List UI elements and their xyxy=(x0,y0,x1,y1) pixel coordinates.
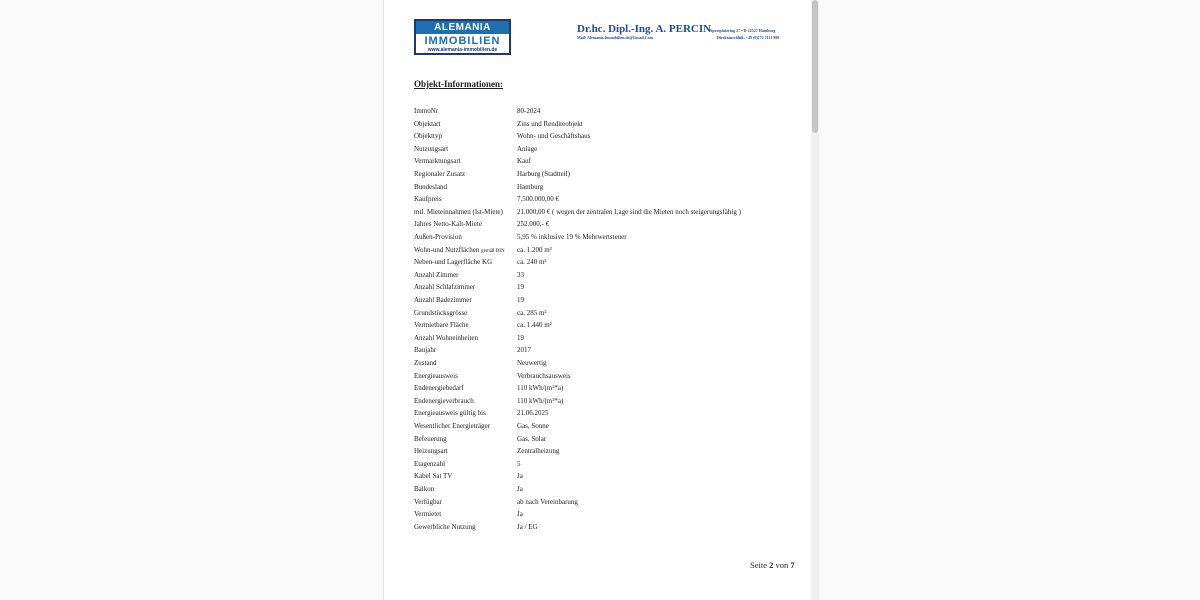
info-row-value: Zentralheizung xyxy=(517,447,560,456)
footer-current-page: 2 xyxy=(769,560,774,570)
company-logo xyxy=(414,19,511,55)
info-row-value: 110 kWh/(m²*a) xyxy=(517,384,564,393)
info-row-value: Ja xyxy=(517,510,523,519)
info-row-label-text: Neben-und Lagerfläche KG xyxy=(414,258,493,267)
info-row-label-text: Balkon xyxy=(414,485,435,493)
info-row-value: 5,95 % inklusive 19 % Mehrwertsteuer xyxy=(517,233,627,241)
footer-total-pages: 7 xyxy=(790,560,795,570)
info-row-label xyxy=(414,118,440,130)
info-row-value: Hamburg xyxy=(517,182,544,191)
info-row-label-text: Außen-Provision xyxy=(414,233,462,241)
info-row-value: 19 xyxy=(517,283,524,292)
page-footer xyxy=(750,560,795,570)
info-row-label xyxy=(414,332,478,344)
info-row-label xyxy=(414,395,474,407)
info-row-label xyxy=(414,269,459,281)
info-row-label xyxy=(414,256,492,268)
info-row-label-text: Kabel Sat TV xyxy=(414,472,453,481)
info-row-value: 110 kWh/(m²*a) xyxy=(517,396,564,405)
info-row-value: 19 xyxy=(517,333,524,342)
info-row-value: Anlage xyxy=(517,144,538,153)
info-row-label-text: Anzahl Wohneinheiten xyxy=(414,333,479,342)
info-row-value: Wohn- und Geschäftshaus xyxy=(517,132,591,141)
sender-name: Dr.hc. Dipl.-Ing. A. PERCIN xyxy=(577,23,712,35)
info-row-label xyxy=(414,281,475,293)
info-row-value: Ja xyxy=(517,485,523,493)
section-title: Objekt-Informationen: xyxy=(414,79,503,89)
info-row-label-text: Kaufpreis xyxy=(414,195,442,204)
scrollbar-thumb[interactable] xyxy=(812,0,818,133)
info-row-value: ca. 1.440 m² xyxy=(517,321,552,330)
info-row-value: Verbrauchsausweis xyxy=(517,371,571,380)
info-row-label-text: Anzahl Zimmer xyxy=(414,270,459,279)
info-row-label-text: Baujahr xyxy=(414,346,437,355)
info-row-value: ca. 285 m² xyxy=(517,308,547,317)
info-row-label-text: Nutzungsart xyxy=(414,144,449,153)
info-row-label xyxy=(414,433,447,445)
info-row-label xyxy=(414,307,467,319)
info-row-value: 252.000,- € xyxy=(517,220,550,229)
info-row-label-text: Vermietbare Fläche xyxy=(414,321,469,330)
info-row-label xyxy=(414,294,472,306)
info-row-label xyxy=(414,496,442,508)
info-row-label-text: Energieausweis gültig bis xyxy=(414,409,486,418)
info-row-value: ca. 1.200 m² xyxy=(517,245,552,254)
info-row-value: Gas, Solar xyxy=(517,434,547,443)
info-row-value: Harburg (Stadtteil) xyxy=(517,170,570,178)
info-row-label xyxy=(414,407,486,419)
info-row-label xyxy=(414,458,445,470)
info-row-label xyxy=(414,155,461,167)
info-row-label xyxy=(414,193,442,205)
info-row-label-text: Etagenzahl xyxy=(414,459,446,468)
info-row-label xyxy=(414,344,436,356)
info-row-value: 7.500.000,00 € xyxy=(517,195,559,204)
info-row-value: Ja xyxy=(517,472,523,481)
info-row-label-text: mtl. Mieteinnahmen (Ist-Miete) xyxy=(414,207,503,216)
info-row-label xyxy=(414,206,503,218)
info-row-label xyxy=(414,181,447,193)
info-row-label-note: gemäß DIN xyxy=(481,248,505,254)
sender-mail: Mail: Alemania.Immobilien.de@Gmail.Com xyxy=(577,35,653,40)
info-row-label-text: Objekttyp xyxy=(414,132,442,141)
info-row-label xyxy=(414,370,458,382)
info-row-label xyxy=(414,382,464,394)
info-row-label xyxy=(414,143,448,155)
info-row-label-text: Wohn-und Nutzflächen xyxy=(414,245,480,254)
info-row-label xyxy=(414,445,448,457)
sender-address: Sportplatzring 27 • D-22527 Hamburg xyxy=(710,28,776,33)
sender-phone: Direktanschluß: +49 (0)172 7111 999 xyxy=(717,35,780,40)
info-row-label-text: Endenergiebedarf xyxy=(414,384,464,393)
info-row-value: 19 xyxy=(517,296,524,304)
info-row-label-text: Energieausweis xyxy=(414,371,458,380)
footer-middle: von xyxy=(775,560,789,570)
info-row-label xyxy=(414,168,465,180)
info-row-value: ca. 240 m² xyxy=(517,258,547,267)
info-row-label xyxy=(414,420,490,432)
info-row-label xyxy=(414,105,438,117)
info-row-label-text: Anzahl Schlafzimmer xyxy=(414,283,476,292)
info-row-label-text: Regionaler Zusatz xyxy=(414,170,466,178)
logo-line-2: IMMOBILIEN xyxy=(416,34,509,48)
info-row-label-text: Anzahl Badezimmer xyxy=(414,296,472,304)
info-row-label-text: Befeuerung xyxy=(414,434,447,443)
info-row-label xyxy=(414,357,437,369)
info-row-value: Ja / EG xyxy=(517,522,538,531)
info-row-label-text: Endenergieverbrauch xyxy=(414,396,474,405)
info-row-label-text: Zustand xyxy=(414,359,437,367)
info-row-label-text: Jahres Netto-Kalt-Miete xyxy=(414,220,482,229)
info-row-label xyxy=(414,508,441,520)
info-row-label-text: ImmoNr xyxy=(414,107,439,115)
info-row-label xyxy=(414,231,462,243)
info-row-label-text: Gewerbliche Nutzung xyxy=(414,522,476,531)
logo-line-1: ALEMANIA xyxy=(416,21,509,34)
info-row-label-text: Grundstücksgrösse xyxy=(414,308,468,317)
footer-prefix: Seite xyxy=(750,560,767,570)
info-row-value: 80-2024 xyxy=(517,107,541,115)
info-row-value: 5 xyxy=(517,459,521,468)
info-row-label-text: Verfügbar xyxy=(414,497,442,506)
info-row-label-text: Objektart xyxy=(414,119,441,128)
info-row-label-text: Vermarktungsart xyxy=(414,157,461,166)
info-row-value: 33 xyxy=(517,270,524,279)
info-row-label xyxy=(414,470,452,482)
info-row-value: 21.000,00 € ( wegen der zentralen Lage sind die Mieten noch steigerungsfähig ) xyxy=(517,207,741,216)
info-row-value: Kauf xyxy=(517,157,531,166)
info-row-value: 2017 xyxy=(517,346,531,355)
info-row-label-text: Heizungsart xyxy=(414,447,448,456)
info-row-label-text: Bundesland xyxy=(414,182,448,191)
info-row-label xyxy=(414,483,434,495)
info-row-label xyxy=(414,130,442,142)
info-row-label xyxy=(414,521,476,533)
info-row-label-text: Vermietet xyxy=(414,510,442,519)
info-row-value: 21.06.2025 xyxy=(517,409,549,418)
info-row-label xyxy=(414,319,469,331)
info-row-value: Zins und Renditeobjekt xyxy=(517,119,583,128)
info-row-value: Gas, Sonne xyxy=(517,422,549,430)
info-row-label-text: Wesentlicher Energieträger xyxy=(414,422,491,430)
info-row-label xyxy=(414,218,482,230)
info-row-value: ab nach Vereinbarung xyxy=(517,497,578,506)
logo-url: www.alemania-immobilien.de xyxy=(427,47,498,53)
info-row-value: Neuwertig xyxy=(517,359,547,367)
